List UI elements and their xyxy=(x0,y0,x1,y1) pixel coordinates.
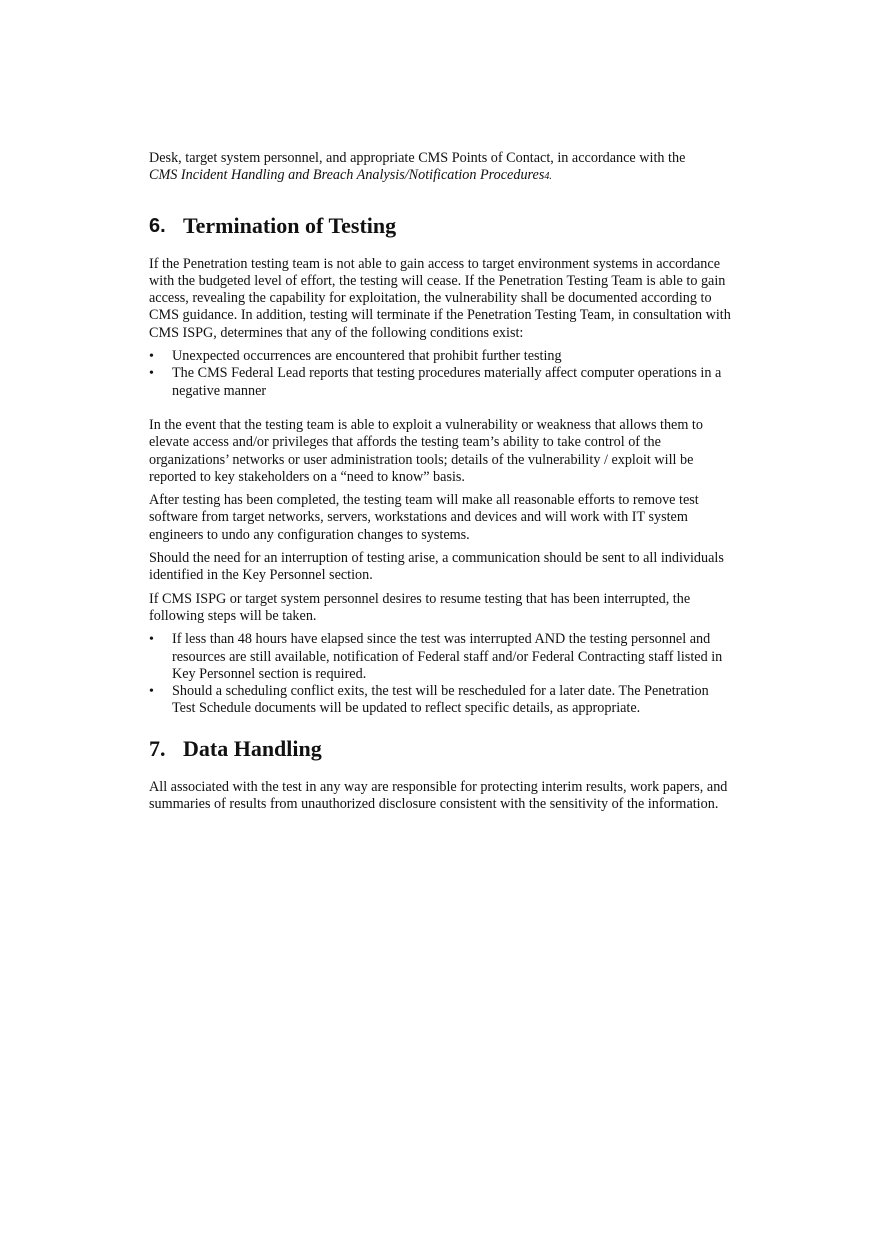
list-item xyxy=(149,683,731,718)
list-item xyxy=(149,365,731,400)
section-7-title: Data Handling xyxy=(183,735,322,761)
section-6-paragraph-2: In the event that the testing team is able to exploit a vulnerability or weakness that allows them to elevate access and/or privileges that affords the testing team’s ability to take control of the organizations’ networks or user administration tools; details of the vulnerability / exploit will be reported to key stakeholders on a “need to know” basis. xyxy=(149,416,703,485)
section-7-paragraph-1: All associated with the test in any way are responsible for protecting interim results, work papers, and summaries of results from unauthorized disclosure consistent with the sensitivity of the information. xyxy=(149,778,728,813)
section-6-paragraph-5: If CMS ISPG or target system personnel desires to resume testing that has been interrupted, the following steps will be taken. xyxy=(149,590,691,624)
section-6-paragraph-4: Should the need for an interruption of testing arise, a communication should be sent to all individuals identified in the Key Personnel section. xyxy=(149,550,724,584)
section-6-number: 6. xyxy=(149,214,166,237)
conditions-list xyxy=(149,348,731,400)
intro-italic-reference: CMS Incident Handling and Breach Analysis/Notification Procedures xyxy=(149,167,545,184)
list-item-text: If less than 48 hours have elapsed since the test was interrupted AND the testing personnel and resources are still available, notification of Federal staff and/or Federal Contracting staff listed in Key Personnel section is required. xyxy=(172,631,723,682)
section-6-paragraph-1: If the Penetration testing team is not able to gain access to target environment systems in accordance with the budgeted level of effort, the testing will cease. If the Penetration Testing Team is able to gain access, revealing the capability for exploitation, the vulnerability shall be documented according to CMS guidance. In addition, testing will terminate if the Penetration Testing Team, in consultation with CMS ISPG, determines that any of the following conditions exist: xyxy=(149,255,731,341)
section-6-paragraph-3: After testing has been completed, the testing team will make all reasonable efforts to remove test software from target networks, servers, workstations and devices and will work with IT system engineers to undo any configuration changes to systems. xyxy=(149,492,699,543)
list-item-text: The CMS Federal Lead reports that testing procedures materially affect computer operations in a negative manner xyxy=(172,365,722,399)
intro-text: Desk, target system personnel, and appropriate CMS Points of Contact, in accordance with the xyxy=(149,150,686,166)
resume-steps-list xyxy=(149,631,731,717)
list-item-text: Unexpected occurrences are encountered that prohibit further testing xyxy=(172,348,562,365)
bullet-icon: • xyxy=(149,632,154,648)
list-item-text: Should a scheduling conflict exits, the test will be rescheduled for a later date. The Penetration Test Schedule documents will be updated to reflect specific details, as appropriate. xyxy=(172,683,709,717)
bullet-icon: • xyxy=(149,684,154,700)
list-item xyxy=(149,631,731,683)
document-page xyxy=(149,150,731,813)
intro-paragraph xyxy=(149,150,731,186)
bullet-icon: • xyxy=(149,366,154,382)
section-7-heading xyxy=(149,736,731,762)
section-7-number: 7. xyxy=(149,735,166,761)
list-item xyxy=(149,348,731,365)
section-6-heading xyxy=(149,213,731,239)
section-6-title: Termination of Testing xyxy=(183,212,397,238)
bullet-icon: • xyxy=(149,349,154,365)
footnote-marker: 4. xyxy=(544,171,552,183)
